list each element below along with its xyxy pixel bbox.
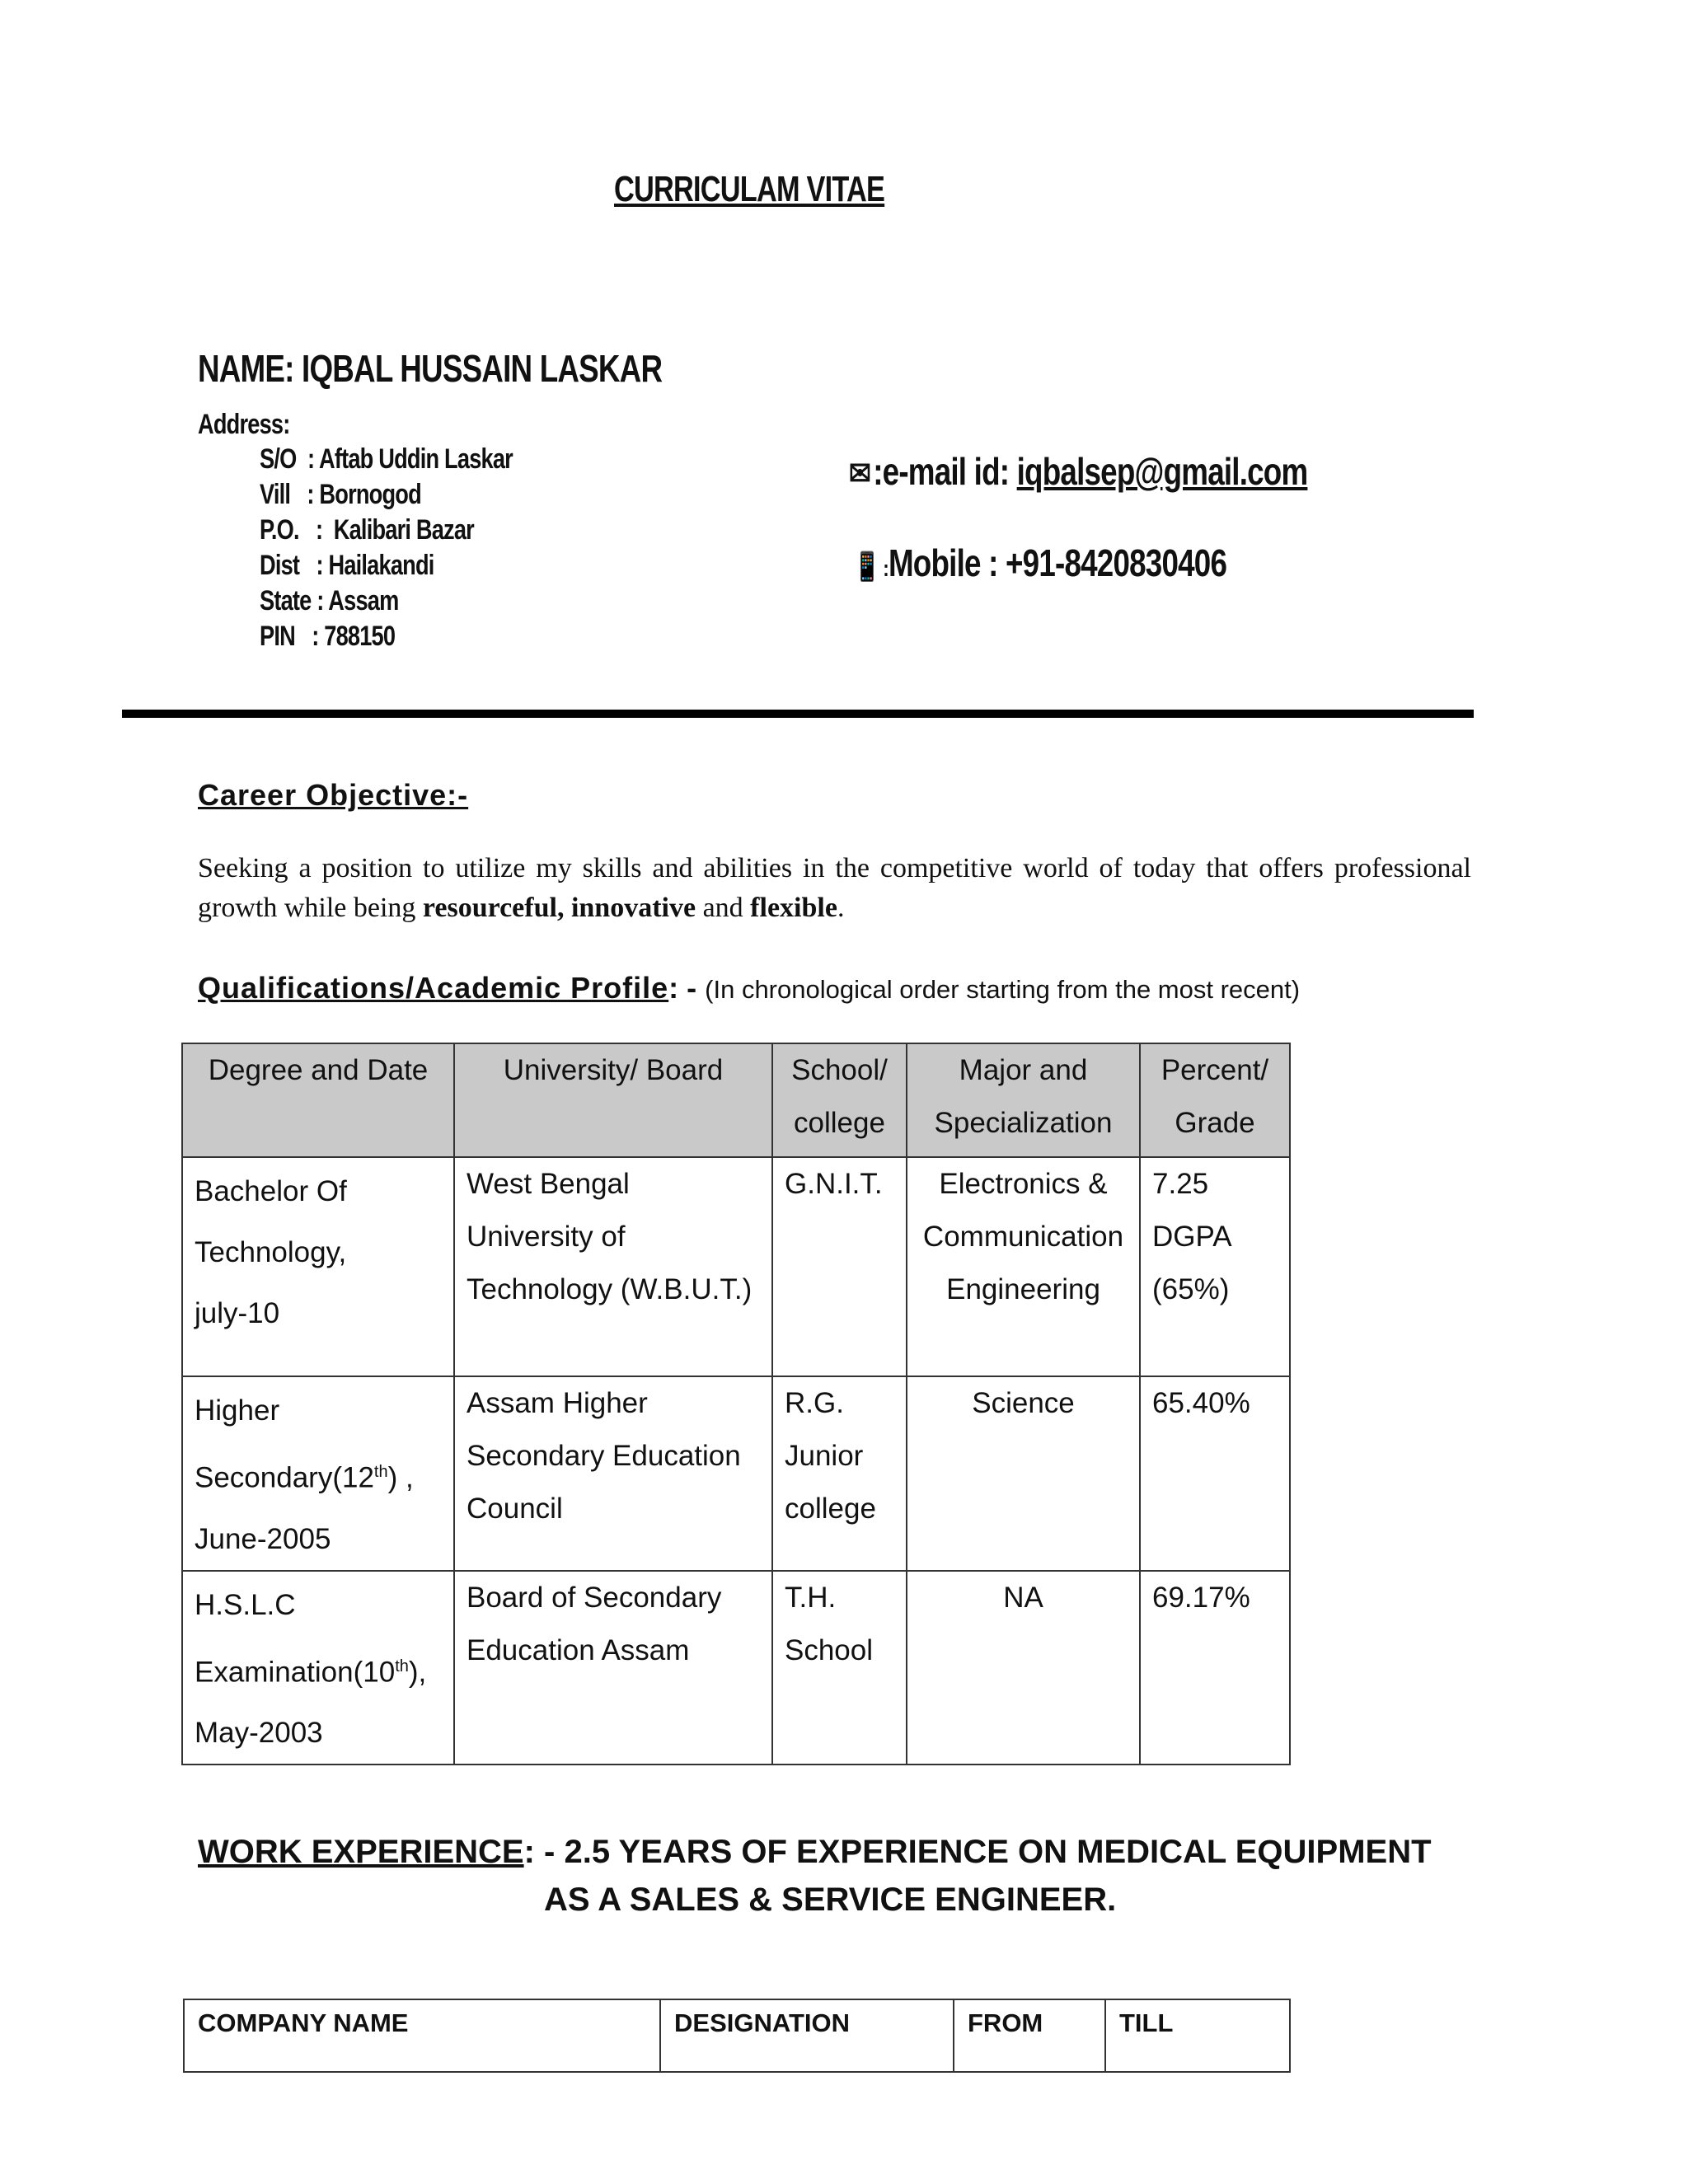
school-cell: T.H. School [772, 1571, 907, 1765]
qualifications-table [181, 1043, 1291, 1765]
document-title: CURRICULAM VITAE [614, 169, 885, 209]
work-experience-table [183, 1999, 1291, 2073]
column-header-major: Major and Specialization [907, 1043, 1140, 1157]
mobile-number: Mobile : +91-8420830406 [888, 541, 1227, 584]
degree-cell: Higher Secondary(12th) , June-2005 [182, 1376, 454, 1571]
work-experience-subtitle: AS A SALES & SERVICE ENGINEER. [544, 1882, 1117, 1918]
section-divider [122, 710, 1474, 718]
address-row-dist: Dist : Hailakandi [260, 550, 434, 581]
candidate-name: NAME: IQBAL HUSSAIN LASKAR [198, 347, 663, 390]
major-cell: NA [907, 1571, 1140, 1765]
column-header-from: FROM [954, 1999, 1105, 2072]
column-header-designation: DESIGNATION [660, 1999, 954, 2072]
column-header-university: University/ Board [454, 1043, 772, 1157]
contact-mobile: 📱 :Mobile : +91-8420830406 [853, 541, 1227, 584]
grade-cell: 69.17% [1140, 1571, 1290, 1765]
qualifications-header-row [182, 1043, 1290, 1157]
career-objective-text: Seeking a position to utilize my skills and abilities in the competitive world of today that offers professional growth while being resourceful, innovative and flexible. [198, 853, 1471, 923]
university-cell: Assam Higher Secondary Education Council [454, 1376, 772, 1571]
degree-cell: H.S.L.C Examination(10th), May-2003 [182, 1571, 454, 1765]
address-row-pin: PIN : 788150 [260, 621, 396, 652]
major-cell: Electronics & Communication Engineering [907, 1157, 1140, 1376]
work-experience-heading: WORK EXPERIENCE: - 2.5 YEARS OF EXPERIENCE ON MEDICAL EQUIPMENT AS A SALES & SERVICE ENGINEER. [198, 1828, 1475, 1924]
work-header-row [184, 1999, 1290, 2072]
envelope-icon: ✉ [849, 456, 871, 492]
degree-cell: Bachelor Of Technology, july-10 [182, 1157, 454, 1376]
mobile-phone-icon: 📱 [853, 551, 881, 583]
address-row-vill: Vill : Bornogod [260, 479, 421, 510]
address-row-po: P.O. : Kalibari Bazar [260, 514, 474, 546]
column-header-degree: Degree and Date [182, 1043, 454, 1157]
address-row-state: State : Assam [260, 585, 399, 616]
table-row [182, 1376, 1290, 1571]
major-cell: Science [907, 1376, 1140, 1571]
qualifications-heading: Qualifications/Academic Profile: - (In chronological order starting from the most recent) [198, 971, 1301, 1005]
school-cell: R.G. Junior college [772, 1376, 907, 1571]
address-label: Address: [198, 409, 290, 440]
school-cell: G.N.I.T. [772, 1157, 907, 1376]
table-row [182, 1571, 1290, 1765]
table-row [182, 1157, 1290, 1376]
column-header-till: TILL [1105, 1999, 1290, 2072]
qualifications-note: (In chronological order starting from the most recent) [705, 975, 1301, 1004]
career-objective-heading: Career Objective:- [198, 778, 469, 812]
column-header-grade: Percent/ Grade [1140, 1043, 1290, 1157]
address-row-so: S/O : Aftab Uddin Laskar [260, 443, 513, 475]
column-header-school: School/ college [772, 1043, 907, 1157]
grade-cell: 65.40% [1140, 1376, 1290, 1571]
email-link[interactable]: iqbalsep@gmail.com [1016, 450, 1308, 493]
university-cell: West Bengal University of Technology (W.B.U.T.) [454, 1157, 772, 1376]
university-cell: Board of Secondary Education Assam [454, 1571, 772, 1765]
column-header-company: COMPANY NAME [184, 1999, 660, 2072]
grade-cell: 7.25 DGPA (65%) [1140, 1157, 1290, 1376]
contact-email: ✉:e-mail id: iqbalsep@gmail.com [849, 450, 1308, 493]
